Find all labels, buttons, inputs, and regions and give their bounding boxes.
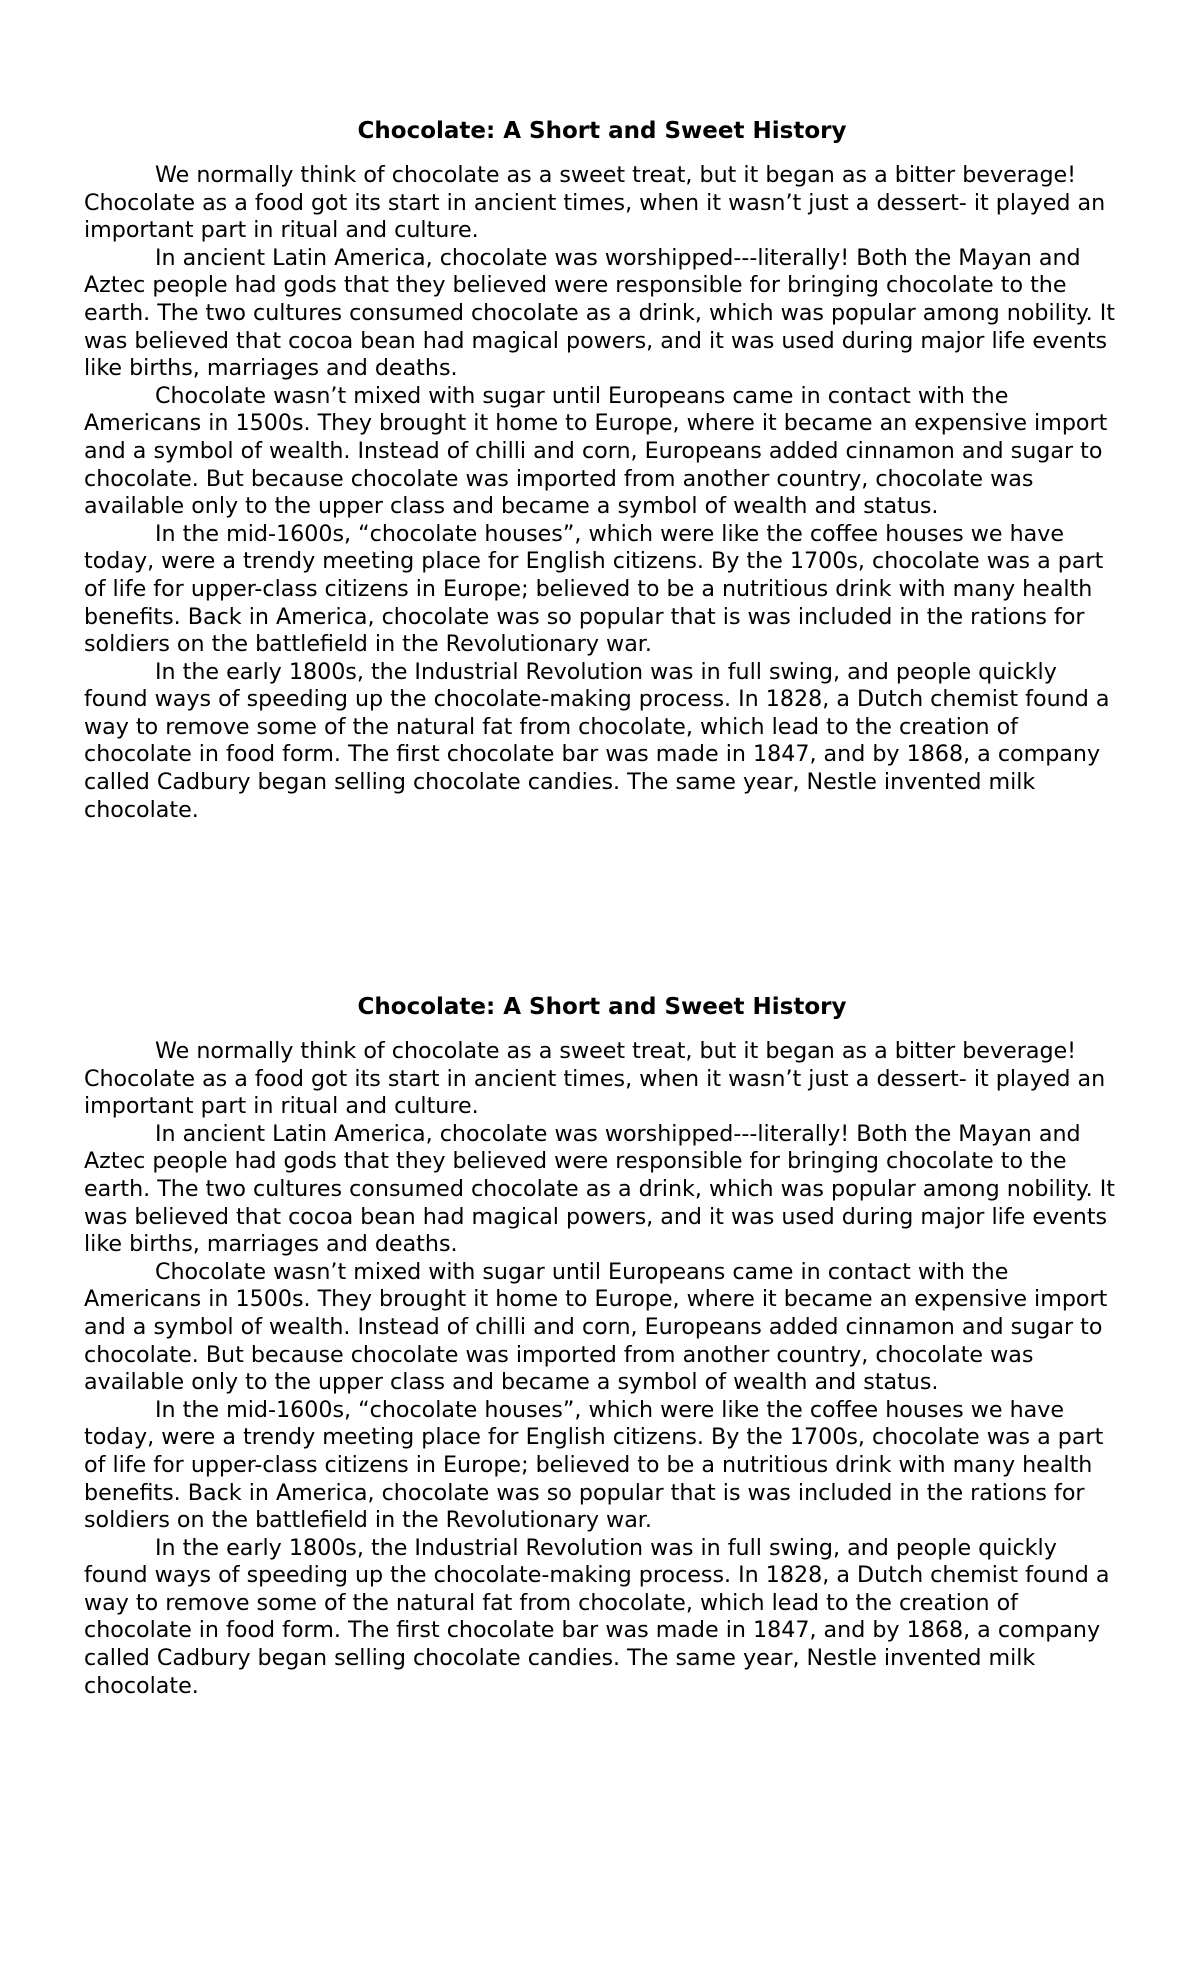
article-2	[84, 990, 1120, 1700]
paragraph-2: In ancient Latin America, chocolate was worshipped---literally! Both the Mayan and Aztec people had gods that they believed were responsible for bringing chocolate to the earth. The two cultures consumed chocolate as a drink, which was popular among nobility. It was believed that cocoa bean had magical powers, and it was used during major life events like births, marriages and deaths.	[84, 1120, 1115, 1258]
paragraph-5: In the early 1800s, the Industrial Revolution was in full swing, and people quickly found ways of speeding up the chocolate-making process. In 1828, a Dutch chemist found a way to remove some of the natural fat from chocolate, which lead to the creation of chocolate in food form. The first chocolate bar was made in 1847, and by 1868, a company called Cadbury began selling chocolate candies. The same year, Nestle invented milk chocolate.	[84, 658, 1110, 823]
paragraph-5: In the early 1800s, the Industrial Revolution was in full swing, and people quickly found ways of speeding up the chocolate-making process. In 1828, a Dutch chemist found a way to remove some of the natural fat from chocolate, which lead to the creation of chocolate in food form. The first chocolate bar was made in 1847, and by 1868, a company called Cadbury began selling chocolate candies. The same year, Nestle invented milk chocolate.	[84, 1534, 1110, 1699]
paragraph-1: We normally think of chocolate as a sweet treat, but it began as a bitter beverage! Chocolate as a food got its start in ancient times, when it wasn’t just a dessert- it played an important part in ritual and culture.	[84, 162, 1106, 244]
paragraph-3: Chocolate wasn’t mixed with sugar until Europeans came in contact with the Americans in 1500s. They brought it home to Europe, where it became an expensive import and a symbol of wealth. Instead of chilli and corn, Europeans added cinnamon and sugar to chocolate. But because chocolate was imported from another country, chocolate was available only to the upper class and became a symbol of wealth and status.	[84, 382, 1108, 520]
paragraph-4: In the mid-1600s, “chocolate houses”, which were like the coffee houses we have today, were a trendy meeting place for English citizens. By the 1700s, chocolate was a part of life for upper-class citizens in Europe; believed to be a nutritious drink with many health benefits. Back in America, chocolate was so popular that is was included in the rations for soldiers on the battlefield in the Revolutionary war.	[84, 520, 1104, 658]
paragraph-3: Chocolate wasn’t mixed with sugar until Europeans came in contact with the Americans in 1500s. They brought it home to Europe, where it became an expensive import and a symbol of wealth. Instead of chilli and corn, Europeans added cinnamon and sugar to chocolate. But because chocolate was imported from another country, chocolate was available only to the upper class and became a symbol of wealth and status.	[84, 1258, 1108, 1396]
paragraph-1: We normally think of chocolate as a sweet treat, but it began as a bitter beverage! Chocolate as a food got its start in ancient times, when it wasn’t just a dessert- it played an important part in ritual and culture.	[84, 1038, 1106, 1120]
paragraph-2: In ancient Latin America, chocolate was worshipped---literally! Both the Mayan and Aztec people had gods that they believed were responsible for bringing chocolate to the earth. The two cultures consumed chocolate as a drink, which was popular among nobility. It was believed that cocoa bean had magical powers, and it was used during major life events like births, marriages and deaths.	[84, 244, 1115, 382]
article-title: Chocolate: A Short and Sweet History	[357, 994, 847, 1020]
article-title: Chocolate: A Short and Sweet History	[357, 118, 847, 144]
article-1	[84, 114, 1120, 824]
paragraph-4: In the mid-1600s, “chocolate houses”, which were like the coffee houses we have today, were a trendy meeting place for English citizens. By the 1700s, chocolate was a part of life for upper-class citizens in Europe; believed to be a nutritious drink with many health benefits. Back in America, chocolate was so popular that is was included in the rations for soldiers on the battlefield in the Revolutionary war.	[84, 1396, 1104, 1534]
